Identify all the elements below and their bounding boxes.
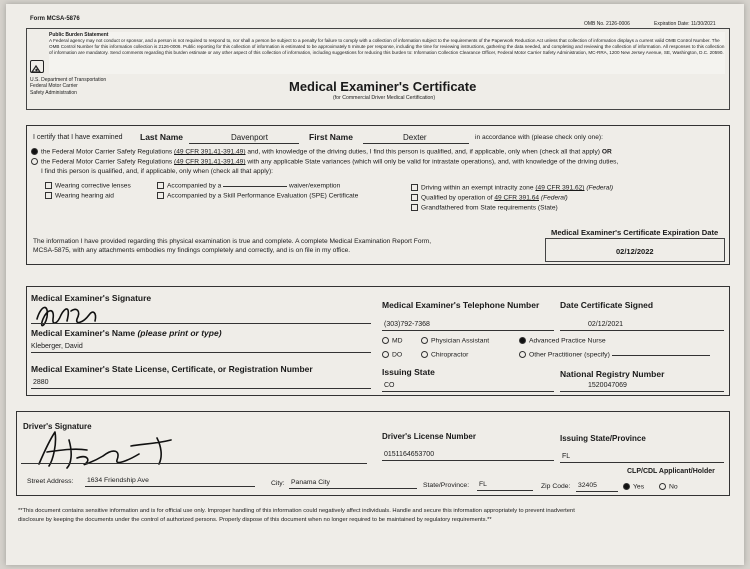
license-value: 2880	[33, 379, 49, 386]
other-blank[interactable]	[612, 355, 710, 356]
checkbox-label: Qualified by operation of	[421, 194, 493, 202]
driver-signature-image	[21, 420, 191, 472]
expiration-date: Expiration Date: 11/30/2021	[654, 21, 716, 27]
registry-label: National Registry Number	[560, 369, 665, 379]
checkbox-waiver[interactable]	[157, 182, 340, 189]
checkbox-box[interactable]	[45, 182, 52, 189]
checkbox-label: Grandfathered from State requirements (State)	[421, 204, 558, 212]
yes-label: Yes	[633, 483, 645, 491]
date-signed-field[interactable]	[560, 320, 724, 331]
driver-signature-label: Driver's Signature	[23, 422, 92, 431]
expiry-value: 02/12/2022	[616, 247, 654, 256]
driver-license-value: 0151164653700	[384, 451, 435, 458]
first-name-label: First Name	[309, 132, 353, 142]
option-state[interactable]	[31, 158, 731, 165]
examiner-section	[26, 286, 730, 396]
option-state-text-b: with any applicable State variances (which will only be valid for intrastate operations), and, with knowledge of the driving duties,	[247, 158, 619, 166]
cfr-link-2[interactable]: (49 CFR 391.41-391.49)	[174, 158, 246, 166]
checkbox-box[interactable]	[411, 184, 418, 191]
apn-radio[interactable]	[519, 337, 526, 344]
driver-state-field[interactable]	[560, 452, 724, 463]
footer-notice	[18, 507, 738, 524]
examiner-phone-field[interactable]	[382, 320, 554, 331]
no-label: No	[669, 483, 678, 491]
driver-section	[16, 411, 730, 496]
checkbox-corrective-lenses[interactable]	[45, 182, 131, 189]
street-label: Street Address:	[27, 478, 74, 485]
checkbox-grandfathered[interactable]	[411, 204, 558, 211]
checkbox-box[interactable]	[157, 182, 164, 189]
expiry-label: Medical Examiner's Certificate Expiration Date	[551, 228, 719, 237]
certificate-page	[6, 4, 744, 565]
waiver-label: waiver/exemption	[288, 182, 341, 190]
date-signed-value: 02/12/2021	[588, 321, 624, 328]
checkbox-hearing-aid[interactable]	[45, 192, 114, 199]
cfr-link-3[interactable]: (49 CFR 391.62)	[535, 184, 585, 192]
clp-label: CLP/CDL Applicant/Holder	[627, 468, 715, 475]
checkbox-label: Wearing corrective lenses	[55, 182, 131, 190]
yes-radio[interactable]	[623, 483, 630, 490]
waiver-blank[interactable]	[223, 186, 287, 187]
checkbox-label: Driving within an exempt intracity zone	[421, 184, 534, 192]
attestation-line-1: The information I have provided regarding this physical examination is true and complete. A complete Medical Examination Report Form,	[33, 238, 432, 245]
cfr-link-1[interactable]: (49 CFR 391.41-391.49)	[174, 148, 246, 156]
credential-pa[interactable]	[421, 337, 489, 344]
or-label: OR	[601, 148, 612, 156]
city-label: City:	[271, 480, 285, 487]
omb-number: OMB No. 2126-0006	[584, 21, 630, 27]
do-label: DO	[392, 351, 403, 359]
checkbox-qualified[interactable]	[411, 194, 568, 201]
clp-no[interactable]	[659, 483, 678, 490]
registry-field[interactable]	[560, 381, 724, 392]
other-label: Other Practitioner (specify)	[529, 351, 610, 359]
examiner-name-value: Kleberger, David	[31, 343, 83, 350]
checkbox-label: Accompanied by a Skill Performance Evaluation (SPE) Certificate	[167, 192, 359, 200]
checkbox-label: Wearing hearing aid	[55, 192, 114, 200]
option-federal-text: the Federal Motor Carrier Safety Regulations	[41, 148, 173, 156]
attestation-line-2: MCSA-5875, with any attachments embodies my findings completely and correctly, and is on file in my office.	[33, 247, 351, 254]
apn-label: Advanced Practice Nurse	[529, 337, 606, 345]
registry-value: 1520047069	[588, 382, 627, 389]
credential-other[interactable]	[519, 351, 710, 358]
driver-signature-line[interactable]	[21, 463, 367, 464]
province-field[interactable]	[477, 481, 533, 491]
checkbox-box[interactable]	[411, 204, 418, 211]
first-name-value: Dexter	[403, 133, 427, 142]
date-signed-label: Date Certificate Signed	[560, 300, 654, 310]
examiner-signature-line[interactable]	[31, 323, 371, 324]
issuing-state-label: Issuing State	[382, 367, 435, 377]
burden-title: Public Burden Statement	[49, 32, 109, 38]
no-radio[interactable]	[659, 483, 666, 490]
examiner-phone-label: Medical Examiner's Telephone Number	[382, 300, 540, 310]
option-federal[interactable]	[31, 148, 731, 155]
examiner-name-field[interactable]	[31, 342, 371, 353]
option-federal-text-b: and, with knowledge of the driving duties, I find this person is qualified, and, if applicable, only when (check all that apply)	[247, 148, 600, 156]
option-state-radio[interactable]	[31, 158, 38, 165]
examiner-phone-value: (303)792-7368	[384, 321, 430, 328]
md-label: MD	[392, 337, 403, 345]
pa-radio[interactable]	[421, 337, 428, 344]
option-state-text: the Federal Motor Carrier Safety Regulations	[41, 158, 173, 166]
province-label: State/Province:	[423, 482, 470, 489]
license-label: Medical Examiner's State License, Certificate, or Registration Number	[31, 364, 313, 374]
checkbox-box[interactable]	[411, 194, 418, 201]
federal-tag: (Federal)	[540, 194, 568, 202]
last-name-value: Davenport	[231, 133, 268, 142]
header-box	[26, 28, 730, 110]
driver-state-value: FL	[562, 453, 571, 460]
credential-chiro[interactable]	[421, 351, 468, 358]
expiry-field[interactable]	[545, 238, 725, 262]
street-field[interactable]	[85, 477, 255, 487]
checkbox-box[interactable]	[157, 192, 164, 199]
driver-license-label: Driver's License Number	[382, 432, 476, 441]
examiner-name-label	[31, 328, 222, 338]
accordance-text: in accordance with (please check only one):	[475, 134, 603, 141]
agency-line-3: Safety Administration	[30, 89, 77, 96]
checkbox-spe[interactable]	[157, 192, 358, 199]
city-value: Panama City	[291, 479, 330, 486]
cfr-link-4[interactable]: 49 CFR 391.64	[494, 194, 540, 202]
do-radio[interactable]	[382, 351, 389, 358]
credential-apn[interactable]	[519, 337, 606, 344]
zip-field[interactable]	[576, 482, 618, 492]
other-radio[interactable]	[519, 351, 526, 358]
street-value: 1634 Friendship Ave	[87, 477, 149, 484]
zip-value: 32405	[578, 482, 597, 489]
credential-do[interactable]	[382, 351, 402, 358]
issuing-state-value: CO	[384, 382, 395, 389]
examiner-name-hint: (please print or type)	[137, 328, 222, 338]
certify-section	[26, 125, 730, 265]
chiro-label: Chiropractor	[431, 351, 469, 359]
license-field[interactable]	[31, 378, 371, 389]
examiner-name-label-text: Medical Examiner's Name	[31, 328, 136, 338]
last-name-label: Last Name	[140, 132, 183, 142]
checkbox-box[interactable]	[45, 192, 52, 199]
form-number: Form MCSA-5876	[30, 16, 80, 22]
chiro-radio[interactable]	[421, 351, 428, 358]
burden-statement	[49, 32, 725, 74]
issuing-state-field[interactable]	[382, 381, 554, 392]
province-value: FL	[479, 481, 487, 488]
checkbox-intracity[interactable]	[411, 184, 613, 191]
option-federal-radio[interactable]	[31, 148, 38, 155]
page-subtitle: (for Commercial Driver Medical Certification)	[333, 95, 436, 101]
burden-text: A Federal agency may not conduct or sponsor, and a person is not required to respond to, nor shall a person be subject to a penalty for failure to comply with a collection of information subject to the requirements of the Paperwork Reduction Act unless that collection of information displays a current valid OMB Control Number. The OMB Control Number for this information collection is 2126-0006. Public reporting for this collection of information is estimated to be approximately 5 minute per response, including the time for reviewing instructions, gathering the data needed, and completing and reviewing the collection of information. All responses to this collection of information are mandatory. Send comments regarding this burden estimate or any other aspect of this collection of information, including suggestions for reducing this burden to: Information Collection Clearance Officer, Federal Motor Carrier Safety Administration, MC-RRA, 1200 New Jersey Avenue, SE, Washington, D.C. 20590.	[49, 38, 725, 55]
federal-tag: (Federal)	[586, 184, 614, 192]
agency-name	[30, 77, 106, 96]
credential-md[interactable]	[382, 337, 403, 344]
zip-label: Zip Code:	[541, 483, 571, 490]
footer-line-2: disclosure by keeping the documents under the control of authorized persons. Properly dispose of this document when no longer required to be maintained by regulatory requirements.**	[18, 516, 492, 523]
option-state-text-c: I find this person is qualified, and, if applicable, only when (check all that apply):	[41, 168, 274, 175]
dot-logo-icon	[30, 60, 44, 73]
clp-yes[interactable]	[623, 483, 644, 490]
city-field[interactable]	[289, 479, 417, 489]
md-radio[interactable]	[382, 337, 389, 344]
certify-intro: I certify that I have examined	[33, 134, 123, 141]
driver-state-label: Issuing State/Province	[560, 434, 646, 443]
examiner-signature-label: Medical Examiner's Signature	[31, 293, 152, 303]
agency-line-2: Federal Motor Carrier	[30, 83, 78, 90]
last-name-field[interactable]	[189, 133, 299, 144]
footer-line-1: **This document contains sensitive information and is for official use only. Improper handling of this information could negatively affect individuals. Handle and secure this information appropriately to prevent inadvertent	[18, 508, 575, 514]
page-title: Medical Examiner's Certificate	[289, 79, 477, 94]
pa-label: Physician Assistant	[431, 337, 490, 345]
checkbox-label: Accompanied by a	[167, 182, 222, 190]
first-name-field[interactable]	[363, 133, 469, 144]
agency-line-1: U.S. Department of Transportation	[30, 77, 107, 83]
driver-license-field[interactable]	[382, 450, 554, 461]
